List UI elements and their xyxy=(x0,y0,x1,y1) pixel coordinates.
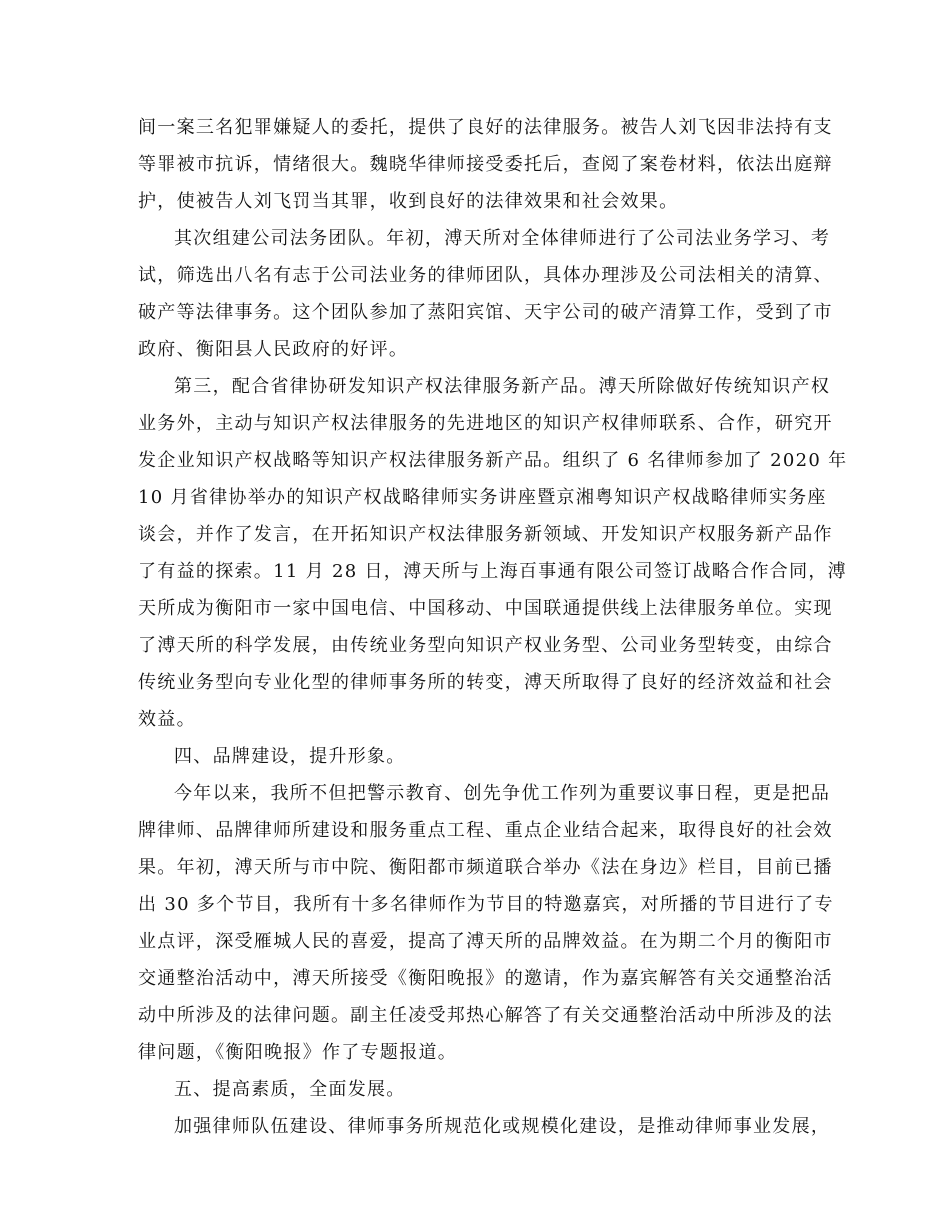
text-line: 业点评，深受雁城人民的喜爱，提高了溥天所的品牌效益。在为期二个月的衡阳市 xyxy=(138,931,833,952)
text-line: 试，筛选出八名有志于公司法业务的律师团队，具体办理涉及公司法相关的清算、 xyxy=(138,265,833,286)
text-line: 交通整治活动中，溥天所接受《衡阳晚报》的邀请，作为嘉宾解答有关交通整治活 xyxy=(138,968,833,989)
text-line: 间一案三名犯罪嫌疑人的委托，提供了良好的法律服务。被告人刘飞因非法持有支 xyxy=(138,117,833,138)
text-line: 政府、衡阳县人民政府的好评。 xyxy=(138,339,409,360)
text-line: 传统业务型向专业化型的律师事务所的转变，溥天所取得了良好的经济效益和社会 xyxy=(138,672,833,693)
text-line: 等罪被市抗诉，情绪很大。魏晓华律师接受委托后，查阅了案卷材料，依法出庭辩 xyxy=(138,154,833,175)
text-line: 破产等法律事务。这个团队参加了蒸阳宾馆、天宇公司的破产清算工作，受到了市 xyxy=(138,302,833,323)
section-heading: 四、品牌建设，提升形象。 xyxy=(174,746,406,767)
text-line: 果。年初，溥天所与市中院、衡阳都市频道联合举办《法在身边》栏目，目前已播 xyxy=(138,857,833,878)
text-line: 动中所涉及的法律问题。副主任凌受邦热心解答了有关交通整治活动中所涉及的法 xyxy=(138,1005,833,1026)
text-line: 了溥天所的科学发展，由传统业务型向知识产权业务型、公司业务型转变，由综合 xyxy=(138,635,833,656)
text-line: 10 月省律协举办的知识产权战略律师实务讲座暨京湘粤知识产权战略律师实务座 xyxy=(138,487,827,508)
text-line: 天所成为衡阳市一家中国电信、中国移动、中国联通提供线上法律服务单位。实现 xyxy=(138,598,833,619)
text-line: 发企业知识产权战略等知识产权法律服务新产品。组织了 6 名律师参加了 2020 年 xyxy=(138,450,848,471)
text-line: 护，使被告人刘飞罚当其罪，收到良好的法律效果和社会效果。 xyxy=(138,191,679,212)
paragraph-first-line: 其次组建公司法务团队。年初，溥天所对全体律师进行了公司法业务学习、考 xyxy=(174,228,831,249)
paragraph-first-line: 第三，配合省律协研发知识产权法律服务新产品。溥天所除做好传统知识产权 xyxy=(174,376,831,397)
text-line: 业务外，主动与知识产权法律服务的先进地区的知识产权律师联系、合作，研究开 xyxy=(138,413,833,434)
text-line: 律问题，《衡阳晚报》作了专题报道。 xyxy=(138,1042,458,1063)
section-heading: 五、提高素质，全面发展。 xyxy=(174,1079,406,1100)
text-line: 了有益的探索。11 月 28 日，溥天所与上海百事通有限公司签订战略合作合同，溥 xyxy=(138,561,847,582)
paragraph-first-line: 今年以来，我所不但把警示教育、创先争优工作列为重要议事日程，更是把品 xyxy=(174,783,831,804)
text-line: 效益。 xyxy=(138,709,196,730)
text-line: 牌律师、品牌律师所建设和服务重点工程、重点企业结合起来，取得良好的社会效 xyxy=(138,820,833,841)
text-line: 出 30 多个节目，我所有十多名律师作为节目的特邀嘉宾，对所播的节目进行了专 xyxy=(138,894,834,915)
paragraph-first-line: 加强律师队伍建设、律师事务所规范化或规模化建设，是推动律师事业发展， xyxy=(174,1116,831,1137)
text-line: 谈会，并作了发言，在开拓知识产权法律服务新领域、开发知识产权服务新产品作 xyxy=(138,524,833,545)
